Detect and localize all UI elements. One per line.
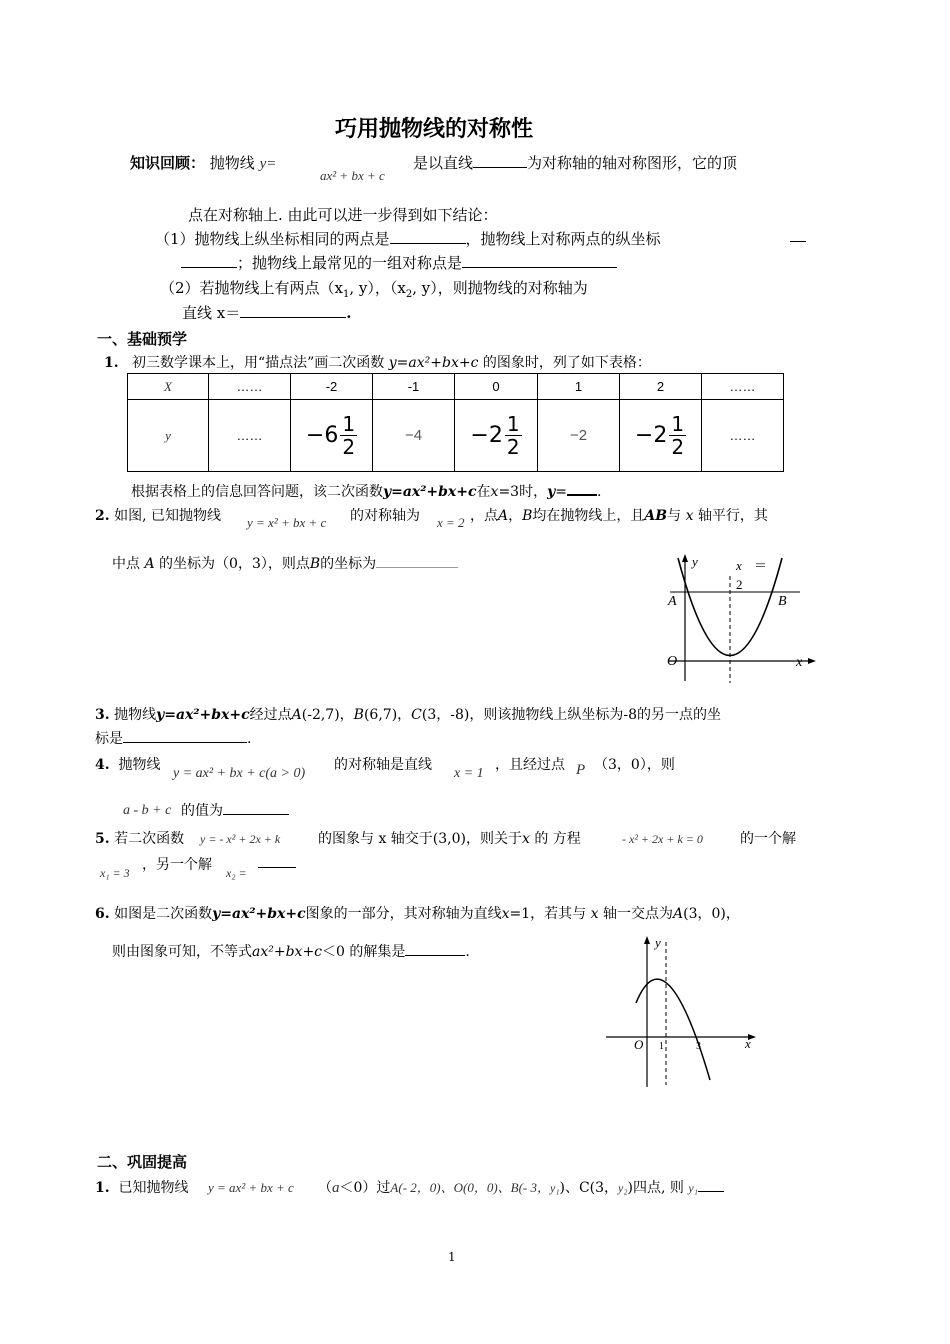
answer-blank[interactable] <box>376 553 458 568</box>
q-text: )、C(3， <box>559 1180 619 1196</box>
q-text: ，点 <box>470 508 498 524</box>
q6-line-1 <box>95 903 740 923</box>
fig-origin: O <box>667 654 678 669</box>
table-header-x <box>128 374 209 400</box>
section-heading: 一、基础预学 <box>97 330 188 348</box>
y-axis-arrow <box>682 554 688 562</box>
q-text: 如图, 已知抛物线 <box>114 508 221 524</box>
review-text: , y），则抛物线的对称轴为 <box>412 279 588 297</box>
fig-point-b: B <box>778 594 787 609</box>
q-text: . <box>596 484 602 500</box>
q3-line-1 <box>95 704 721 724</box>
answer-blank[interactable] <box>405 941 465 956</box>
table-cell: …… <box>702 400 784 472</box>
q-text: 均在抛物线上，且 <box>532 508 645 524</box>
q-text: 初三数学课本上，用“描点法”画二次函数 <box>131 355 385 371</box>
q5-line-2: ，另一个解 <box>142 857 212 873</box>
q-var: y <box>547 484 556 500</box>
q-var: y₂ <box>618 1181 628 1195</box>
q-var: A <box>144 556 155 572</box>
q-var: B <box>353 707 364 723</box>
q4-line-1d: （3，0），则 <box>594 757 675 773</box>
table-cell: −4 <box>373 400 455 472</box>
q-text: (3，-8)，则该抛物线上纵坐标为-8的另一点的坐 <box>421 707 721 723</box>
q-func: y=ax²+bx+c <box>383 484 477 500</box>
q-text: = <box>555 484 567 500</box>
q-var: A <box>498 508 509 524</box>
q7-line-1a <box>95 1177 189 1197</box>
review-line-6 <box>182 302 351 323</box>
section-heading: 二、巩固提高 <box>97 1153 188 1171</box>
q7-func: y = ax² + bx + c <box>208 1180 294 1195</box>
table-cell: 2 <box>620 374 702 400</box>
q-text: 与 <box>667 508 682 524</box>
q-var: B <box>522 508 533 524</box>
review-line-4 <box>181 252 617 273</box>
table-header-y <box>128 400 209 472</box>
table-cell-frac <box>455 400 538 472</box>
q-text: 轴平行，其 <box>697 508 768 524</box>
q-text: =1，若其与 <box>509 906 587 922</box>
review-text: , y），（x <box>349 279 406 297</box>
q-text: 根据表格上的信息回答问题，该二次函数 <box>131 484 383 500</box>
table-cell-frac <box>291 400 373 472</box>
answer-blank[interactable] <box>123 728 247 743</box>
q-text: 如图是二次函数 <box>114 906 213 922</box>
q-var: C <box>411 707 422 723</box>
q-text: 则由图象可知，不等式 <box>112 944 252 960</box>
q5-line-1b <box>318 828 581 848</box>
review-text: ，抛物线上对称两点的纵坐标 <box>465 230 661 248</box>
q-text: (-2,7)， <box>301 707 354 723</box>
review-line-1 <box>130 152 276 173</box>
q5-x1: x₁ = 3 <box>100 866 130 880</box>
answer-blank[interactable] <box>473 153 527 168</box>
frac-num: 1 <box>671 412 685 436</box>
review-text: 抛物线 <box>209 154 255 172</box>
q-text: （ <box>318 1180 332 1196</box>
q-var: y₁ <box>550 1181 560 1195</box>
q-var: A <box>291 707 302 723</box>
q-var: x <box>501 906 510 922</box>
q-text: 若二次函数 <box>114 831 185 847</box>
review-line-1b <box>413 152 737 173</box>
q-text: . <box>465 944 470 960</box>
q-text: 轴一交点为 <box>602 906 673 922</box>
answer-blank[interactable] <box>567 480 597 496</box>
answer-blank[interactable] <box>181 253 237 268</box>
frac-whole: −2 <box>634 423 668 448</box>
q4-point-p: P <box>576 762 586 778</box>
q-text: =3时， <box>498 484 548 500</box>
q3-line-2 <box>95 728 251 748</box>
question-number: 5. <box>95 831 110 847</box>
y-axis-arrow <box>644 936 650 944</box>
review-line-3 <box>155 228 661 249</box>
fig-tick-3: 3 <box>696 1041 701 1052</box>
q4-line-1c: ，且经过点 <box>495 757 565 773</box>
q-text: ＜0 的解集是 <box>322 944 406 960</box>
q-var: x <box>490 484 499 500</box>
frac-den: 2 <box>506 435 520 459</box>
question-number: 1. <box>104 355 119 371</box>
review-text: 是以直线 <box>413 154 474 172</box>
review-label: 知识回顾： <box>130 154 206 172</box>
frac-num: 1 <box>342 412 356 436</box>
subscript: 1 <box>343 289 350 300</box>
review-text: （1）抛物线上纵坐标相同的两点是 <box>155 230 390 248</box>
q-text: ＜0）过 <box>339 1180 391 1196</box>
q5-func: y = - x² + 2x + k <box>200 832 281 846</box>
y-label: y <box>165 427 171 443</box>
q4-line-1a <box>95 754 161 774</box>
answer-blank[interactable] <box>790 241 806 242</box>
fig-origin: O <box>634 1037 644 1052</box>
q-text: 的坐标为 <box>320 556 377 572</box>
q5-line-1c: 的一个解 <box>740 831 796 847</box>
q-text: 图象的一部分，其对称轴为直线 <box>305 906 502 922</box>
q5-equation: - x² + 2x + k = 0 <box>622 832 703 846</box>
table-cell: …… <box>209 400 291 472</box>
frac-den: 2 <box>671 435 685 459</box>
q4-axis: x = 1 <box>454 766 484 781</box>
q-text: 标是 <box>95 731 123 747</box>
q2-axis: x = 2 <box>437 515 465 530</box>
q-text: 的坐标为（0，3），则点 <box>159 556 310 572</box>
frac-whole: −2 <box>470 423 503 448</box>
q-var: B <box>309 556 321 572</box>
q5-x2: x₂ = <box>226 866 247 880</box>
question-number: 1. <box>95 1180 110 1196</box>
table-cell: …… <box>209 374 291 400</box>
q-var: x <box>590 906 599 922</box>
fig-axis-eq: ＝ <box>754 558 768 573</box>
q-text: . <box>247 731 252 747</box>
review-line-5 <box>160 277 588 300</box>
table-cell: −2 <box>538 400 620 472</box>
fig-y-label: y <box>655 935 661 950</box>
q-text: 中点 <box>112 556 140 572</box>
page-number: 1 <box>448 1250 456 1264</box>
answer-blank[interactable] <box>390 229 466 244</box>
table-cell: …… <box>702 374 784 400</box>
answer-blank[interactable] <box>258 867 296 868</box>
q-text: 的值为 <box>181 803 223 819</box>
q-text: 抛物线 <box>118 757 161 773</box>
q1-answer-line <box>131 480 601 501</box>
q-var: y₁ <box>688 1181 698 1195</box>
q-var: AB <box>644 508 668 524</box>
question-number: 2. <box>95 508 110 524</box>
q4-func: y = ax² + bx + c(a > 0) <box>173 766 306 781</box>
table-row <box>128 374 784 400</box>
table-cell-frac <box>620 400 702 472</box>
q2-line-1a <box>95 505 221 525</box>
fig-axis-val: 2 <box>736 577 743 592</box>
fig-point-a: A <box>668 594 677 609</box>
q6-parabola-figure <box>600 930 760 1090</box>
review-text: （2）若抛物线上有两点（x <box>160 279 344 297</box>
q-var: A <box>672 906 684 922</box>
subscript: 2 <box>405 289 413 300</box>
x-label: X <box>164 378 172 394</box>
q7-line-1b <box>318 1177 724 1197</box>
table-cell: 1 <box>538 374 620 400</box>
q-text: 抛物线 <box>114 707 157 723</box>
q2-parabola-figure <box>660 548 820 688</box>
table-row <box>128 400 784 472</box>
q-text: 的 方程 <box>534 831 581 847</box>
q5-line-1a <box>95 828 184 848</box>
q-var: a <box>332 1180 340 1196</box>
review-y-eq: y= <box>259 156 277 172</box>
review-text: . <box>346 304 352 322</box>
q6-line-2 <box>112 941 470 961</box>
fig-y-label: y <box>692 554 698 569</box>
frac-num: 1 <box>506 412 520 436</box>
answer-blank[interactable] <box>462 253 617 268</box>
q2-line-1b: 的对称轴为 <box>350 508 420 524</box>
question-number: 4. <box>95 757 110 773</box>
q-text: 已知抛物线 <box>118 1180 189 1196</box>
q-func: y=ax²+bx+c <box>156 707 250 723</box>
review-text: ；抛物线上最常见的一组对称点是 <box>237 254 463 272</box>
q4-expr: a - b + c <box>123 803 172 818</box>
table-cell: -1 <box>373 374 455 400</box>
review-rhs: ax² + bx + c <box>320 168 385 183</box>
q2-line-1c <box>470 505 768 525</box>
page-title: 巧用抛物线的对称性 <box>335 117 534 142</box>
answer-blank[interactable] <box>223 800 289 815</box>
q1-line <box>104 352 651 372</box>
q-text: 在 <box>476 484 491 500</box>
q-text: )四点, 则 <box>627 1180 684 1196</box>
answer-blank[interactable] <box>240 303 346 318</box>
q-text: 经过点 <box>249 707 292 723</box>
review-text: 为对称轴的轴对称图形，它的顶 <box>527 154 738 172</box>
q-var: x <box>685 508 694 524</box>
q-text: (6,7)， <box>363 707 412 723</box>
q-text: (3，0)， <box>683 906 740 922</box>
values-table <box>127 373 784 472</box>
table-cell: -2 <box>291 374 373 400</box>
fig-tick-1: 1 <box>659 1041 664 1052</box>
q-text: ， <box>508 508 523 524</box>
q-func: y=ax²+bx+c <box>212 906 306 922</box>
x-axis-arrow <box>808 658 816 664</box>
fig-x-label: x <box>796 655 803 670</box>
q4-line-1b: 的对称轴是直线 <box>334 757 432 773</box>
q-func: ax²+bx+c <box>252 944 323 960</box>
q-text: 的图象时，列了如下表格： <box>482 355 651 371</box>
q-points: A(- 2，0)、O(0，0)、B(- 3， <box>390 1180 550 1195</box>
fig-axis-x: x <box>736 558 742 573</box>
q4-line-2 <box>181 800 289 820</box>
table-cell: 0 <box>455 374 538 400</box>
q-text: 的图象与 x 轴交于(3,0)，则关于 <box>318 831 522 847</box>
answer-blank[interactable] <box>698 1177 724 1192</box>
frac-den: 2 <box>342 435 356 459</box>
review-line-2: 点在对称轴上. 由此可以进一步得到如下结论： <box>188 206 498 224</box>
q-var: x <box>521 831 530 847</box>
q2-func: y = x² + bx + c <box>247 515 327 530</box>
frac-whole: −6 <box>305 423 339 448</box>
review-text: 直线 x＝ <box>182 304 241 322</box>
question-number: 3. <box>95 707 110 723</box>
q-func: y=ax²+bx+c <box>388 355 479 371</box>
question-number: 6. <box>95 906 110 922</box>
fig-x-label: x <box>745 1036 751 1051</box>
q2-line-2 <box>112 553 458 573</box>
